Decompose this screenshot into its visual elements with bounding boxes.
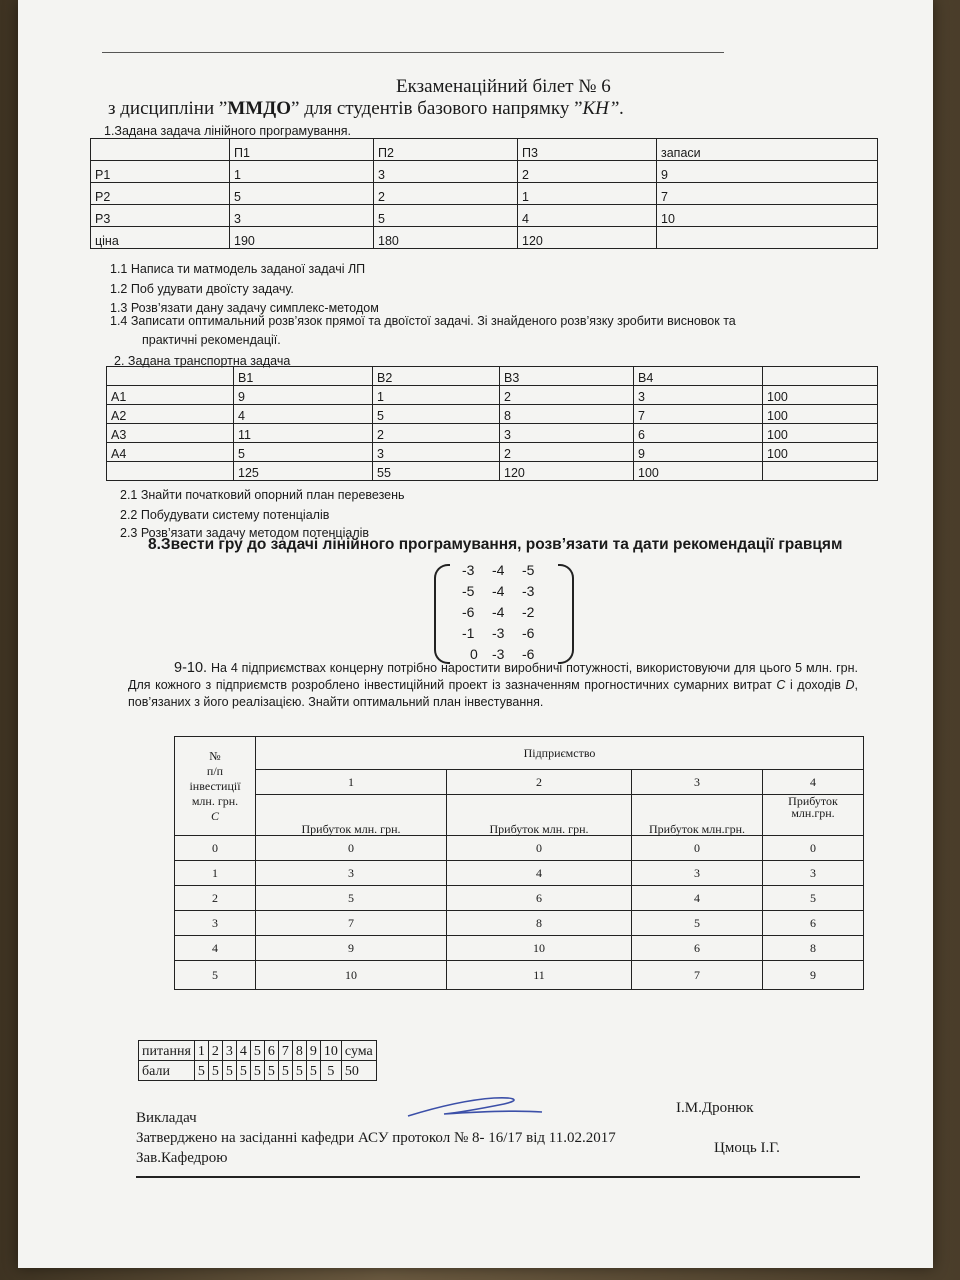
table-row — [175, 961, 864, 990]
table-cell: 2 — [500, 386, 634, 405]
table-cell: запаси — [657, 139, 878, 161]
enterprise-cell: 4 — [763, 770, 864, 795]
table-cell: B2 — [373, 367, 500, 386]
bottom-rule — [136, 1176, 860, 1178]
table-cell: 5 — [320, 1061, 341, 1081]
matrix-row — [462, 583, 552, 599]
task1-item: 1.4 Записати оптимальний розв’язок прямої та двоїстої задачі. Зі знайденого розв’язку зробити висновок та — [110, 314, 736, 328]
table-cell: 50 — [341, 1061, 376, 1081]
table-cell: 2 — [500, 443, 634, 462]
matrix-cell: -6 — [522, 646, 535, 662]
header-line: № — [209, 748, 221, 763]
table-cell: 120 — [518, 227, 657, 249]
table-cell: Р2 — [91, 183, 230, 205]
table-cell: 0 — [447, 836, 632, 861]
table-header-row — [175, 770, 864, 795]
table-cell: 9 — [763, 961, 864, 990]
table-cell: 5 — [236, 1061, 250, 1081]
table-cell: 4 — [236, 1041, 250, 1061]
task1-item: практичні рекомендації. — [142, 333, 281, 347]
task9-number: 9-10. — [174, 660, 208, 676]
matrix-cell: -1 — [462, 625, 475, 641]
table-row — [175, 911, 864, 936]
task1-item: 1.3 Розв’язати дану задачу симплекс-методом — [110, 301, 379, 315]
table-cell: A3 — [107, 424, 234, 443]
table-cell: B4 — [634, 367, 763, 386]
table-cell: П3 — [518, 139, 657, 161]
profit-label: Прибуток млн.грн. — [632, 795, 763, 836]
subject-name: ММДО — [227, 98, 292, 119]
table-cell: 5 — [306, 1061, 320, 1081]
table-cell: 1 — [373, 386, 500, 405]
table-cell — [763, 367, 878, 386]
enterprise-cell: 3 — [632, 770, 763, 795]
task1-item: 1.2 Поб удувати двоїсту задачу. — [110, 282, 294, 296]
table-cell: 100 — [763, 424, 878, 443]
table-cell: A1 — [107, 386, 234, 405]
task9-text-c: , пов’язаних з його реалізацією. Знайти оптимальний план інвестування. — [128, 678, 858, 709]
matrix-cell: -3 — [492, 646, 505, 662]
head-name: Цмоць І.Г. — [714, 1140, 780, 1156]
subtitle-mid: ” для студентів базового напрямку ” — [291, 98, 583, 119]
table-cell: 125 — [234, 462, 373, 481]
table-cell: 9 — [256, 936, 447, 961]
matrix-cell: 0 — [470, 646, 478, 662]
table-header-row — [91, 139, 878, 161]
table-cell: 8 — [500, 405, 634, 424]
table-cell: 4 — [175, 936, 256, 961]
table-cell: 11 — [234, 424, 373, 443]
signature-scribble — [404, 1094, 544, 1122]
var-c: C — [776, 678, 786, 692]
table-cell: 2 — [374, 183, 518, 205]
table-cell: 4 — [447, 861, 632, 886]
table-header-row — [107, 367, 878, 386]
table-cell: 11 — [447, 961, 632, 990]
table-cell: 100 — [763, 443, 878, 462]
table-cell: 3 — [374, 161, 518, 183]
program-name: КН — [582, 98, 609, 119]
table-row — [91, 183, 878, 205]
table-cell: 5 — [763, 886, 864, 911]
table-cell: 2 — [175, 886, 256, 911]
table-cell: 5 — [230, 183, 374, 205]
matrix-cell: -2 — [522, 604, 535, 620]
header-line: млн. грн. — [191, 793, 239, 808]
table-cell: 0 — [763, 836, 864, 861]
subtitle-pre: з дисципліни ” — [108, 98, 228, 119]
table-cell: 9 — [634, 443, 763, 462]
table-cell: 6 — [632, 936, 763, 961]
table-cell: 6 — [634, 424, 763, 443]
table-cell: 2 — [373, 424, 500, 443]
table-cell: 190 — [230, 227, 374, 249]
table-row — [139, 1041, 377, 1061]
head-label: Зав.Кафедрою — [136, 1150, 228, 1166]
matrix-row — [462, 562, 552, 578]
profit-label: Прибуток млн. грн. — [256, 795, 447, 836]
matrix-row — [462, 625, 552, 641]
table-cell: сума — [341, 1041, 376, 1061]
investment-table — [174, 736, 864, 990]
table-cell: 0 — [256, 836, 447, 861]
table-row — [107, 405, 878, 424]
table-row — [91, 227, 878, 249]
table-cell: питання — [139, 1041, 195, 1061]
table-cell: 1 — [230, 161, 374, 183]
table-cell: 10 — [320, 1041, 341, 1061]
table-cell: 2 — [208, 1041, 222, 1061]
header-line: п/п — [206, 763, 224, 778]
table-cell: 5 — [222, 1061, 236, 1081]
table-cell: 5 — [374, 205, 518, 227]
task2-item: 2.1 Знайти початковий опорний план перевезень — [120, 488, 405, 502]
matrix-row — [462, 604, 552, 620]
table-cell: 1 — [194, 1041, 208, 1061]
table-cell: 5 — [278, 1061, 292, 1081]
task2-table — [106, 366, 878, 481]
teacher-name: І.М.Дронюк — [676, 1100, 754, 1116]
matrix-cell: -4 — [492, 583, 505, 599]
table-cell: 10 — [256, 961, 447, 990]
task1-table — [90, 138, 878, 249]
table-row — [107, 424, 878, 443]
table-cell: Р3 — [91, 205, 230, 227]
table-row — [107, 386, 878, 405]
table-cell: 3 — [256, 861, 447, 886]
matrix-cell: -4 — [492, 604, 505, 620]
table-cell: 6 — [763, 911, 864, 936]
teacher-label: Викладач — [136, 1110, 197, 1126]
table-cell: 100 — [763, 386, 878, 405]
table-cell — [107, 462, 234, 481]
matrix-cell: -3 — [492, 625, 505, 641]
group-header: Підприємство — [256, 737, 864, 770]
table-row — [139, 1061, 377, 1081]
row-header-cell — [175, 737, 256, 836]
table-cell: 180 — [374, 227, 518, 249]
table-cell: 10 — [447, 936, 632, 961]
left-bracket — [434, 564, 450, 664]
table-cell — [657, 227, 878, 249]
table-cell: Р1 — [91, 161, 230, 183]
task2-item: 2.2 Побудувати систему потенціалів — [120, 508, 330, 522]
table-cell: 7 — [634, 405, 763, 424]
table-cell: 7 — [256, 911, 447, 936]
table-cell: 1 — [518, 183, 657, 205]
payoff-matrix — [434, 560, 574, 664]
matrix-cell: -4 — [492, 562, 505, 578]
scores-table — [138, 1040, 377, 1081]
exam-sheet — [18, 0, 933, 1268]
table-cell: 0 — [632, 836, 763, 861]
table-cell: 5 — [373, 405, 500, 424]
task2-heading: 2. Задана транспортна задача — [114, 354, 291, 368]
task9-text-a: На 4 підприємствах концерну потрібно наростити виробничі потужності, використовуючи для цього 5 млн. грн. Для кожного з підприємств розроблено інвестиційний проект із зазначенням прогностичних сумарних витрат — [128, 661, 858, 692]
table-row — [91, 205, 878, 227]
table-row — [175, 861, 864, 886]
table-cell: 9 — [234, 386, 373, 405]
right-bracket — [558, 564, 574, 664]
table-cell: 2 — [518, 161, 657, 183]
table-cell: 3 — [634, 386, 763, 405]
task9-text-b: і доходів — [785, 678, 846, 692]
table-cell: A4 — [107, 443, 234, 462]
table-cell: 5 — [256, 886, 447, 911]
table-cell: 7 — [278, 1041, 292, 1061]
matrix-cell: -3 — [522, 583, 535, 599]
task2-item: 2.3 Розв’язати задачу методом потенціалів — [120, 526, 370, 540]
subtitle-post: ”. — [608, 98, 625, 119]
table-cell: 5 — [250, 1061, 264, 1081]
table-cell: B1 — [234, 367, 373, 386]
matrix-cell: -3 — [462, 562, 475, 578]
task1-heading: 1.Задана задача лінійного програмування. — [104, 124, 352, 138]
table-cell: 0 — [175, 836, 256, 861]
table-cell: 7 — [632, 961, 763, 990]
table-cell: 3 — [632, 861, 763, 886]
table-cell: 10 — [657, 205, 878, 227]
matrix-cell: -6 — [462, 604, 475, 620]
table-header-row — [175, 737, 864, 770]
table-cell: 3 — [222, 1041, 236, 1061]
table-cell: 5 — [175, 961, 256, 990]
table-cell: 4 — [234, 405, 373, 424]
table-cell: бали — [139, 1061, 195, 1081]
page-title: Екзаменаційний білет № 6 — [396, 76, 611, 97]
table-cell — [763, 462, 878, 481]
profit-label: Прибуток млн.грн. — [763, 795, 864, 836]
var-d: D — [845, 678, 855, 692]
table-cell: 3 — [763, 861, 864, 886]
table-row — [91, 161, 878, 183]
table-cell: 5 — [264, 1061, 278, 1081]
table-cell: A2 — [107, 405, 234, 424]
profit-label: Прибуток млн. грн. — [447, 795, 632, 836]
table-cell — [91, 139, 230, 161]
table-cell: 1 — [175, 861, 256, 886]
table-cell: 100 — [763, 405, 878, 424]
table-row — [175, 936, 864, 961]
table-cell: 8 — [763, 936, 864, 961]
table-cell: П2 — [374, 139, 518, 161]
matrix-cell: -5 — [522, 562, 535, 578]
header-line: C — [210, 808, 219, 823]
table-cell: 5 — [234, 443, 373, 462]
table-cell: 5 — [208, 1061, 222, 1081]
table-cell: ціна — [91, 227, 230, 249]
table-cell: 5 — [632, 911, 763, 936]
table-row — [107, 462, 878, 481]
table-cell — [107, 367, 234, 386]
table-cell: 8 — [292, 1041, 306, 1061]
table-cell: 3 — [230, 205, 374, 227]
table-cell: 4 — [632, 886, 763, 911]
table-cell: 7 — [657, 183, 878, 205]
table-row — [175, 836, 864, 861]
table-cell: 5 — [250, 1041, 264, 1061]
matrix-cell: -6 — [522, 625, 535, 641]
table-cell: 3 — [373, 443, 500, 462]
table-cell: 100 — [634, 462, 763, 481]
table-cell: 6 — [447, 886, 632, 911]
task9-text — [128, 660, 858, 711]
table-cell: 5 — [292, 1061, 306, 1081]
table-cell: 9 — [306, 1041, 320, 1061]
table-row — [175, 886, 864, 911]
table-cell: 6 — [264, 1041, 278, 1061]
table-cell: 5 — [194, 1061, 208, 1081]
table-row — [107, 443, 878, 462]
table-cell: 8 — [447, 911, 632, 936]
enterprise-cell: 1 — [256, 770, 447, 795]
table-cell: 3 — [175, 911, 256, 936]
table-cell: 55 — [373, 462, 500, 481]
task1-item: 1.1 Написа ти матмодель заданої задачі ЛП — [110, 262, 366, 276]
subtitle — [108, 98, 624, 120]
approval-line: Затверджено на засіданні кафедри АСУ протокол № 8- 16/17 від 11.02.2017 — [136, 1130, 616, 1146]
table-cell: 3 — [500, 424, 634, 443]
enterprise-cell: 2 — [447, 770, 632, 795]
task8-heading: 8.Звести гру до задачі лінійного програмування, розв’язати та дати рекомендації гравцям — [148, 536, 843, 553]
table-cell: 120 — [500, 462, 634, 481]
matrix-cell: -5 — [462, 583, 475, 599]
header-line: інвестиції — [189, 778, 241, 793]
table-header-row — [175, 795, 864, 836]
table-cell: 4 — [518, 205, 657, 227]
table-cell: 9 — [657, 161, 878, 183]
table-cell: П1 — [230, 139, 374, 161]
table-cell: B3 — [500, 367, 634, 386]
top-rule — [102, 52, 724, 53]
